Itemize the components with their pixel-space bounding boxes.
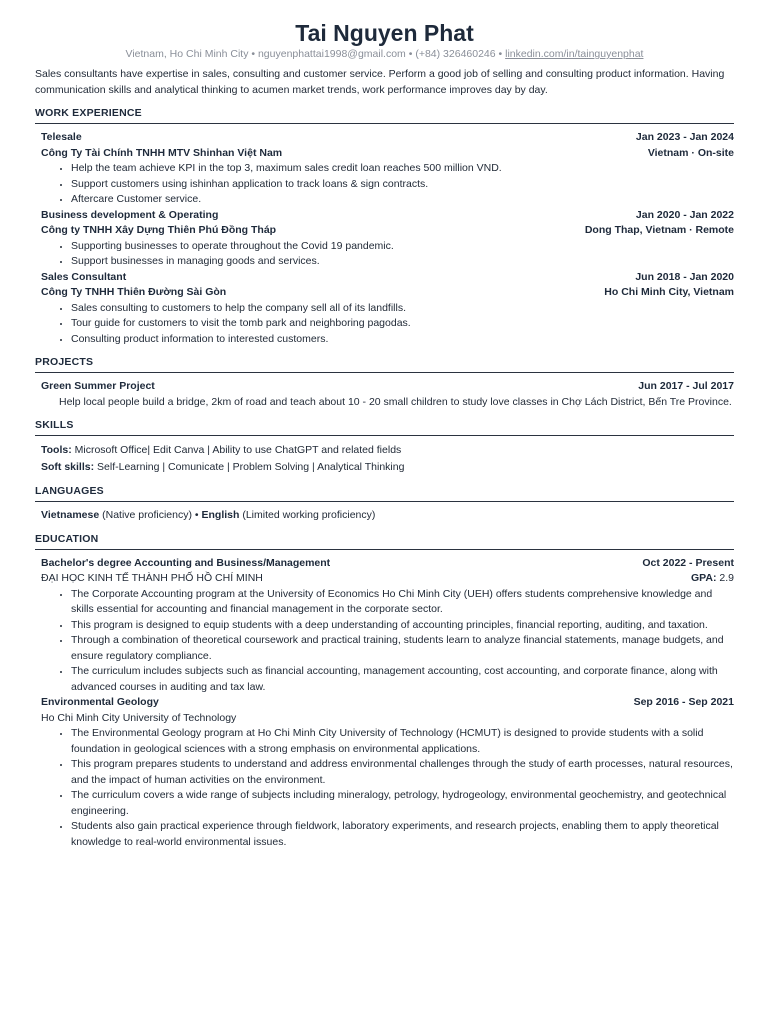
soft-skills-label: Soft skills: — [41, 461, 95, 473]
list-item: • Supporting businesses to operate throughout the Covid 19 pandemic. — [71, 239, 734, 255]
degree-name: Bachelor's degree Accounting and Business/Management — [41, 556, 331, 569]
education-bullets — [41, 587, 734, 696]
degree-name: Environmental Geology — [41, 696, 159, 708]
list-item: • Tour guide for customers to visit the tomb park and neighboring pagodas. — [71, 316, 734, 332]
list-item: • Help the team achieve KPI in the top 3, maximum sales credit loan reaches 500 million VND. — [71, 161, 734, 177]
list-item: • Students also gain practical experience through fieldwork, laboratory experiments, and research projects, enabling them to apply theoretical knowledge to real-world environmental issues. — [71, 819, 734, 850]
school-name: Ho Chi Minh City University of Technology — [41, 711, 237, 724]
languages-block — [35, 508, 734, 524]
candidate-name: Tai Nguyen Phat — [295, 20, 474, 46]
list-item: • Through a combination of theoretical coursework and practical training, students learn to analyze financial statements, manage budgets, and ensure regulatory compliance. — [71, 633, 734, 664]
soft-skills-value: Self-Learning | Comunicate | Problem Solving | Analytical Thinking — [97, 461, 405, 473]
gpa-value: 2.9 — [719, 572, 734, 584]
job-dates: Jan 2023 - Jan 2024 — [635, 131, 734, 143]
list-item: • Support businesses in managing goods and services. — [71, 254, 734, 270]
separator: • — [248, 48, 258, 60]
list-item: • The curriculum includes subjects such as financial accounting, management accounting, cost accounting, and corporate finance, along with advanced courses in auditing and tax law. — [71, 664, 734, 695]
job-bullets — [41, 301, 734, 348]
education-entry — [35, 695, 734, 850]
language-name: Vietnamese — [41, 509, 100, 521]
list-item: • Aftercare Customer service. — [71, 192, 734, 208]
section-title-projects: PROJECTS — [35, 356, 734, 373]
job-entry — [35, 270, 734, 348]
education-dates: Oct 2022 - Present — [642, 556, 734, 569]
job-entry — [35, 208, 734, 270]
project-entry — [35, 379, 734, 410]
section-title-work: WORK EXPERIENCE — [35, 107, 734, 124]
project-name: Green Summer Project — [41, 380, 155, 392]
section-title-skills: SKILLS — [35, 419, 734, 436]
job-company: Công ty TNHH Xây Dựng Thiên Phú Đồng Tháp — [41, 224, 277, 236]
job-location: Dong Thap, Vietnam · Remote — [584, 224, 734, 236]
section-title-education: EDUCATION — [35, 533, 734, 550]
job-role: Telesale — [41, 131, 82, 143]
job-location: Vietnam · On-site — [647, 146, 734, 159]
soft-skills-line — [41, 459, 734, 476]
separator: • — [405, 48, 416, 60]
language-level: (Native proficiency) — [102, 509, 192, 521]
education-dates: Sep 2016 - Sep 2021 — [633, 696, 734, 708]
summary-paragraph: Sales consultants have expertise in sales, consulting and customer service. Perform a good job of selling and consulting product information. Having communication skills and analytical thinking to acumen market trends, work performance improves day by day. — [35, 68, 725, 96]
list-item: • This program prepares students to understand and address environmental challenges through the study of earth processes, natural resources, and the impact of human activities on the environment. — [71, 757, 734, 788]
location-text: Vietnam, Ho Chi Minh City — [125, 48, 249, 60]
languages-line — [41, 508, 734, 524]
list-item: • Support customers using ishinhan application to track loans & sign contracts. — [71, 177, 734, 193]
separator: • — [495, 48, 506, 60]
tools-label: Tools: — [41, 444, 72, 456]
resume-page — [35, 20, 734, 850]
section-title-languages: LANGUAGES — [35, 485, 734, 502]
project-description: Help local people build a bridge, 2km of road and teach about 10 - 20 small children to study love classes in Chợ Lách District, Bến Tre Province. — [59, 395, 732, 408]
separator: • — [191, 509, 202, 521]
school-name: ĐẠI HỌC KINH TẾ THÀNH PHỐ HỒ CHÍ MINH — [41, 572, 263, 584]
education-entry — [35, 556, 734, 696]
job-dates: Jan 2020 - Jan 2022 — [635, 208, 734, 221]
job-company: Công Ty TNHH Thiên Đường Sài Gòn — [41, 286, 227, 298]
gpa — [691, 571, 734, 587]
list-item: • The Environmental Geology program at Ho Chi Minh City University of Technology (HCMUT) is designed to provide students with a solid foundation in geological sciences with a strong emphasis on environmental applications. — [71, 726, 734, 757]
list-item: • Consulting product information to interested customers. — [71, 332, 734, 348]
phone-text: (+84) 326460246 — [415, 48, 496, 60]
job-company: Công Ty Tài Chính TNHH MTV Shinhan Việt Nam — [41, 146, 283, 159]
job-role: Business development & Operating — [41, 208, 219, 221]
gpa-label: GPA: — [690, 572, 717, 584]
job-bullets — [41, 161, 734, 208]
skills-block — [35, 442, 734, 476]
education-bullets — [41, 726, 734, 850]
linkedin-link[interactable]: linkedin.com/in/tainguyenphat — [505, 48, 644, 60]
list-item: • Sales consulting to customers to help the company sell all of its landfills. — [71, 301, 734, 317]
project-dates: Jun 2017 - Jul 2017 — [638, 380, 734, 392]
tools-line — [41, 442, 734, 459]
language-level: (Limited working proficiency) — [242, 509, 376, 521]
contact-line — [35, 47, 734, 61]
tools-value: Microsoft Office| Edit Canva | Ability to use ChatGPT and related fields — [74, 444, 402, 456]
email-link[interactable]: nguyenphattai1998@gmail.com — [257, 48, 406, 60]
list-item: • The Corporate Accounting program at the University of Economics Ho Chi Minh City (UEH) offers students comprehensive knowledge and skills essential for accounting and financial management in the corporate sector. — [71, 587, 734, 618]
list-item: • The curriculum covers a wide range of subjects including mineralogy, petrology, hydrogeology, environmental geochemistry, and geotechnical engineering. — [71, 788, 734, 819]
job-location: Ho Chi Minh City, Vietnam — [604, 286, 734, 298]
job-bullets — [41, 239, 734, 270]
job-entry — [35, 130, 734, 208]
job-dates: Jun 2018 - Jan 2020 — [635, 270, 734, 283]
language-name: English — [201, 509, 240, 521]
job-role: Sales Consultant — [41, 270, 127, 283]
list-item: • This program is designed to equip students with a deep understanding of accounting principles, financial reporting, auditing, and taxation. — [71, 618, 734, 634]
